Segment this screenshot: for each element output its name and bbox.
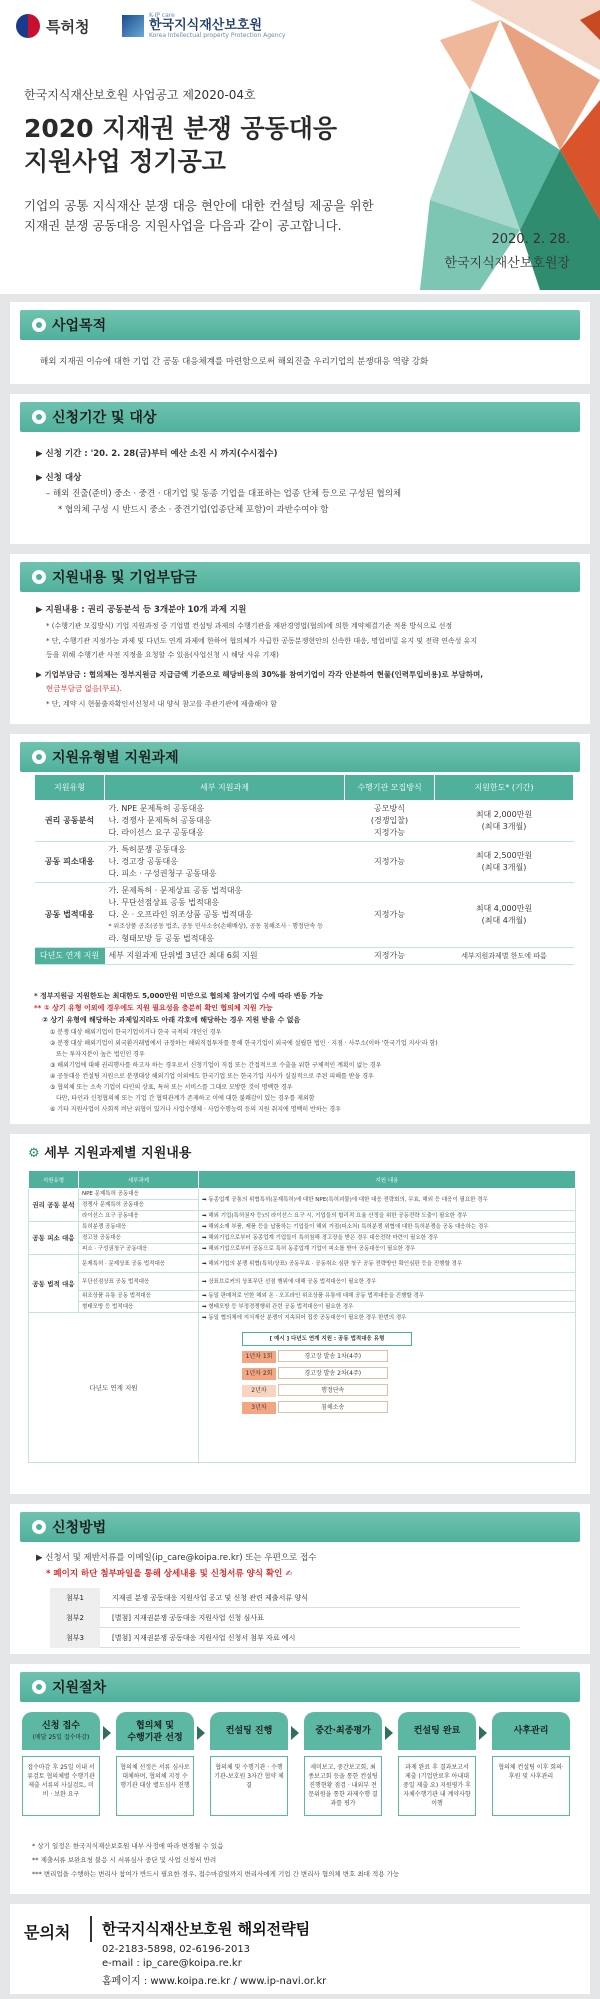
contact-org: 한국지식재산보호원 해외전략팀	[102, 1920, 311, 1938]
target-text: – 해외 진출(준비) 중소 · 중견 · 대기업 및 동종 기업을 대표하는 업종 단체 등으로 구성된 협의체	[46, 489, 402, 499]
contact-tel: 02-2183-5898, 02-6196-2013	[102, 1944, 251, 1955]
details-table: 지원유형 세부과제 지원 내용 권리 공동 분석 NPE 문제특허 공동대응 ➡ 동종업계 공통의 위협특허(문제특허)에 대한 NPE(특허괴물)에 대한 대응 전략회의, 무효, 해외 등 대응이 필요한 경우 경쟁사 문제특허 공동대응 라이선스 요구 공동대응 ➡ 해외 기업(특허권자 등)의 라이선스 요구 시, 기업들의 합리적 요율 산정을 위한 공동전략 도출이 필요한 경우 공동 피소 대응 특허분쟁 공동대응 ➡ 해외소재 부품, 제품 등을 납품하는 기업들이 해외 거점(피소처) 특허분쟁 위협에 대한 특허분쟁을 공동 대응하는 경우 경고장 공동대응 ➡ 해외기업으로부터 동종업계 기업들이 특허침해 경고장을 받은 경우 대응전략 마련이 필요한 경우 피소 · 구성권청구 공동대응 ➡ 해외기업으로부터 공동으로 특허 동종업계 기업이 피소를 받아 공동대응이 필요한 경우 공동 법적 대응 문제특허 · 문제상표 공동 법적대응 ➡ 해외기업의 분쟁 위협(특허/상표) 공동무효 · 공동취소 심판 청구 공동 전략방안 확인심판 등을 진행할 경우 무단선점상표 공동 법적대응 ➡ 상표브로커의 상표무단 선점 행위에 대해 공동 법적대응이 필요한 경우 위조상품 유통 공동 법적대응 ➡ 동일 판매처로 인한 해외 온 · 오프라인 위조상품 유통에 대해 공동 법적대응을 진행할 경우 형태모방 등 법적대응 ➡ 형태모방 등 부정경쟁행위 관련 공동 법적대응이 필요한 경우 다년도 연계 지원 ➡ 동일 협의체에 지식재산 분쟁이 지속되어 집중 공동대응이 필요한 경우 한번의 경우 [ 예시 ] 다년도 연계 지원 : 공동 법적대응 유형 1년차 1회 경고장 발송 1차(4주) 1년차 2회 경고장 발송 2차(4주) 2년차 행정단속 3년차 침해소송	[28, 1170, 576, 1463]
contact-box	[10, 1904, 590, 1994]
purpose-text: 해외 지재권 이슈에 대한 기업 간 공동 대응체계를 마련함으로써 해외진출 우리기업의 분쟁대응 역량 강화	[40, 357, 429, 367]
section-period: 신청기간 및 대상 ▶ 신청 기간 : '20. 2. 28(금)부터 예산 소진 시 까지(수시접수) ▶ 신청 대상 – 해외 진출(준비) 중소 · 중견 · 대기업 및 동종 기업을 대표하는 업종 단체 등으로 구성된 협의체 * 협의체 구성 시 반드시 중소 · 중견기업(업종단체 포함)이 과반수여야 함	[10, 394, 590, 544]
notice-number: 한국지식재산보호원 사업공고 제2020-04호	[24, 88, 256, 102]
attachment-1[interactable]: 지재권 분쟁 공동대응 지원사업 공고 및 신청 관련 제출서류 양식	[112, 1593, 308, 1602]
details-title: ⚙ 세부 지원과제별 지원내용	[28, 1146, 192, 1161]
koipa-sub: Korea Intellectual property Protection Agency	[149, 32, 286, 39]
contact-label: 문의처	[24, 1923, 71, 1942]
emblem-icon	[16, 14, 40, 38]
kipo-name: 특허청	[46, 17, 90, 36]
section-task-details	[10, 1134, 590, 1494]
page-title: 2020 지재권 분쟁 공동대응 지원사업 정기공고	[24, 114, 338, 176]
support-text: ▶ 지원내용 : 권리 공동분석 등 3개분야 10개 과제 지원	[36, 605, 247, 615]
apply-note: * 폐이지 하단 첨부파일을 통해 상세내용 및 신청서류 양식 확인 ✍	[46, 1569, 293, 1579]
contact-email[interactable]: e-mail : ip_care@koipa.re.kr	[102, 1958, 242, 1969]
notice-date: 2020. 2. 28.	[491, 232, 570, 247]
step-2: 협의체 및 수행기관 선정 협의체 선정은 서류 심사로 대체하며, 협의체 지정 수행기관 대상 별도심사 진행	[116, 1712, 194, 1816]
step-6: 사후관리 협의체 컨설팅 이후 회의·후원 및 사후관리	[492, 1712, 570, 1816]
header-banner	[0, 0, 600, 290]
target-label: ▶ 신청 대상	[36, 473, 82, 483]
apply-text: ▶ 신청서 및 제반서류를 이메일(ip_care@koipa.re.kr) 또는 우편으로 접수	[36, 1553, 317, 1563]
kipo-logo	[16, 14, 89, 38]
contact-web[interactable]: 홈페이지 : www.koipa.re.kr / www.ip-navi.or.kr	[102, 1976, 327, 1987]
gear-icon: ⚙	[28, 1146, 40, 1161]
period-text: ▶ 신청 기간 : '20. 2. 28(금)부터 예산 소진 시 까지(수시접수)	[36, 449, 278, 459]
issuer: 한국지식재산보호원장	[444, 256, 570, 271]
example-heading: [ 예시 ] 다년도 연계 지원 : 공동 법적대응 유형	[242, 1332, 412, 1346]
step-5: 컨설팅 완료 과제 완료 후 결과보고서 제출 (기업만료후 아내대 중일 제출 요) 지원평가 후 자체수행기관 내 계약사항 이행	[398, 1712, 476, 1816]
intro-text: 기업의 공통 지식재산 분쟁 대응 현안에 대한 컨설팅 제공을 위한 지재권 분쟁 공동대응 지원사업을 다음과 같이 공고합니다.	[24, 198, 374, 233]
step-4: 중간·최종평가 세미보고, 중간보고회, 최종보고회 등을 통한 컨설팅 진행현황 점검 · 내외부 전문위원을 통한 과제수행 결과를 평가	[304, 1712, 382, 1816]
burden-text: ▶ 기업부담금 : 협의체는 정부지원금 지급금액 기준으로 해당비용의 30%를 참여기업이 각각 안분하여 현물(인력투입비용)로 부담하며,	[36, 670, 484, 679]
task-table: 지원유형 세부 지원과제 수행기관 모집방식 지원한도* (기간) 권리 공동분석 가. NPE 문제특허 공동대응 나. 경쟁사 문제특허 공동대응 다. 라이선스 요구 공동대응 공모방식 (경쟁입찰) 지정가능 최대 2,000만원 (최대 3개월) 공동 피소대응 가. 특허분쟁 공동대응 나. 경고장 공동대응 다. 피소 · 구성권청구 공동대응 지정가능 최대 2,500만원 (최대 3개월) 공동 법적대응 가. 문제특허 · 문제상표 공동 법적대응 나. 무단선점상표 공동 법적대응 다. 온 · 오프라인 위조상품 공동 법적대응 * 위조상품 공조(공동 법조, 공동 민사소송(손해배상), 공동 침해조사 · 행정단속 등 라. 형태모방 등 공동 법적대응 지정가능 최대 4,000만원 (최대 4개월) 다년도 연계 지원 세부 지원과제 단위별 3년간 최대 6회 지원 지정가능 세부지원과제별 한도에 따름	[34, 774, 574, 965]
section-task-types: 지원유형별 지원과제 지원유형 세부 지원과제 수행기관 모집방식 지원한도* (기간) 권리 공동분석 가. NPE 문제특허 공동대응 나. 경쟁사 문제특허 공동대응 다. 라이선스 요구 공동대응 공모방식 (경쟁입찰) 지정가능 최대 2,000만원 (최대 3개월) 공동 피소대응 가. 특허분쟁 공동대응 나. 경고장 공동대응 다. 피소 · 구성권청구 공동대응 지정가능 최대 2,500만원 (최대 3개월) 공동 법적대응 가. 문제특허 · 문제상표 공동 법적대응 나. 무단선점상표 공동 법적대응 다. 온 · 오프라인 위조상품 공동 법적대응 * 위조상품 공조(공동 법조, 공동 민사소송(손해배상), 공동 침해조사 · 행정단속 등 라. 형태모방 등 공동 법적대응 지정가능 최대 4,000만원 (최대 4개월) 다년도 연계 지원 세부 지원과제 단위별 3년간 최대 6회 지원 지정가능 세부지원과제별 한도에 따름 * 정부지원금 지원한도는 최대한도 5,000만원 미만으로 협의체 참여기업 수에 따라 변동 가능 ** ① 상기 유형 이외에 경우에도 지원 필요성을 충분히 확인 협의체 지원 가능 ② 상기 유형에 해당하는 과제일지라도 아래 각호에 해당하는 경우 지원 받을 수 없음 ① 분쟁 대상 해외기업이 한국기업이거나 한국 국적의 개인인 경우 ② 분쟁 대상 해외기업이 외국환거래법에서 규정하는 해외직접투자를 통해 한국기업이 외국에 설립한 법인 · 지점 · 사무소(이하 '한국기업 지사'라 함) 또는 투자지분이 높은 법인인 경우 ③ 해외기업에 대해 권리행사를 하고자 하는 경우로서 신청기업이 직접 또는 간접적으로 수출을 위한 구체적인 계획이 없는 경우 ④ 공동대응 컨설팅 지원으로 분쟁대상 해외기업 이외에도 한국기업 또는 한국기업 지사가 실질적으로 주된 피해를 받을 경우 ⑤ 협의체 또는 소속 기업이 타인의 상표, 특허 또는 서비스를 그대로 모방한 것이 명백한 경우 다만, 타인과 신청협의체 또는 기업 간 협력관계가 존재하고 이에 대한 불쾌감이 있는 경우를 제외함 ⑥ 기타 지원사업이 사회적 비난 위협이 있거나 사업수행체 · 사업수행능력 등의 지원 취지에 명백히 반하는 경우	[10, 734, 590, 1124]
step-3: 컨설팅 진행 협의체 및 수행기관 · 수행기관-보호원 3자간 협약 체결	[210, 1712, 288, 1816]
section-procedure: 지원절차 신청 접수 (매달 25일 접수마감) 접수마감 후 25일 이내 서류검토 협의체별 수행기관 제출 서류의 사실검토, 미비 · 보완 요구 협의체 및 수행기관 선정 협의체 선정은 서류 심사로 대체하며, 협의체 지정 수행기관 대상 별도심사 진행 컨설팅 진행 협의체 및 수행기관 · 수행기관-보호원 3자간 협약 체결 중간·최종평가 세미보고, 중간보고회, 최종보고회 등을 통한 컨설팅 진행현황 점검 · 내외부 전문위원을 통한 과제수행 결과를 평가 컨설팅 완료 과제 완료 후 결과보고서 제출 (기업만료후 아내대 중일 제출 요) 지원평가 후 자체수행기관 내 계약사항 이행 사후관리 협의체 컨설팅 이후 회의·후원 및 사후관리 * 상기 일정은 한국지식재산보호원 내부 사정에 따라 변경될 수 있음 ** 제출서류 보완요청 불응 시 서류심사 중단 및 사업 신청서 반려 *** 변리업을 수행하는 변리사 참여가 반드시 필요한 경우, 접수마감일까지 변리사에게 기업 간 변리사 협의체 변호 최대 적용 가능	[10, 1664, 590, 1894]
procedure-flow	[22, 1712, 578, 1822]
koipa-mark-icon	[122, 15, 144, 37]
section-support: 지원내용 및 기업부담금 ▶ 지원내용 : 권리 공동분석 등 3개분야 10개 과제 지원 * (수행기관 모집방식) 기업 지원과정 중 기업별 컨설팅 과제의 수행기관을 재판경영법(협의)에 의한 계약체결기준 적용 방식으로 선정 * 단, 수행기관 지정가능 과제 및 다년도 연계 과제에 한하여 협의체가 사급한 공동분쟁현안의 신속한 대응, 명업비밀 유지 및 전략 연속성 유지 등을 위해 수행기관 사전 지정을 요청할 수 있음(사업신청 시 해당 사유 기재) ▶ 기업부담금 : 협의체는 정부지원금 지급금액 기준으로 해당비용의 30%를 참여기업이 각각 안분하여 현물(인력투입비용)로 부담하며, 현금부담금 없음(무료). * 단, 계약 시 현물출자확인서신청서 내 양식 참고를 주관기관에 제출해야 함	[10, 554, 590, 724]
attachment-list: 첨부1 지재권 분쟁 공동대응 지원사업 공고 및 신청 관련 제출서류 양식 첨부2 [별첨] 지재권분쟁 공동대응 지원사업 신청 심사표 첨부3 [별첨] 지재권분쟁 공동대응 지원사업 신청서 첨부 자료 예시	[50, 1588, 520, 1648]
koipa-logo	[122, 12, 285, 39]
koipa-small: K-IP care	[149, 12, 175, 19]
burden-free: 현금부담금 없음(무료).	[46, 684, 122, 693]
target-note: * 협의체 구성 시 반드시 중소 · 중견기업(업종단체 포함)이 과반수여야 함	[58, 505, 329, 515]
content-area	[0, 294, 600, 1999]
section-header: 사업목적	[20, 310, 580, 340]
attachment-2[interactable]: [별첨] 지재권분쟁 공동대응 지원사업 신청 심사표	[112, 1613, 264, 1622]
section-purpose	[10, 302, 590, 384]
section-application: 신청방법 ▶ 신청서 및 제반서류를 이메일(ip_care@koipa.re.kr) 또는 우편으로 접수 * 폐이지 하단 첨부파일을 통해 상세내용 및 신청서류 양식 확인 ✍ 첨부1 지재권 분쟁 공동대응 지원사업 공고 및 신청 관련 제출서류 양식 첨부2 [별첨] 지재권분쟁 공동대응 지원사업 신청 심사표 첨부3 [별첨] 지재권분쟁 공동대응 지원사업 신청서 첨부 자료 예시	[10, 1504, 590, 1654]
attachment-3[interactable]: [별첨] 지재권분쟁 공동대응 지원사업 신청서 첨부 자료 예시	[112, 1633, 296, 1642]
koipa-name: 한국지식재산보호원	[149, 18, 263, 33]
step-1: 신청 접수 (매달 25일 접수마감) 접수마감 후 25일 이내 서류검토 협의체별 수행기관 제출 서류의 사실검토, 미비 · 보완 요구	[22, 1712, 100, 1816]
